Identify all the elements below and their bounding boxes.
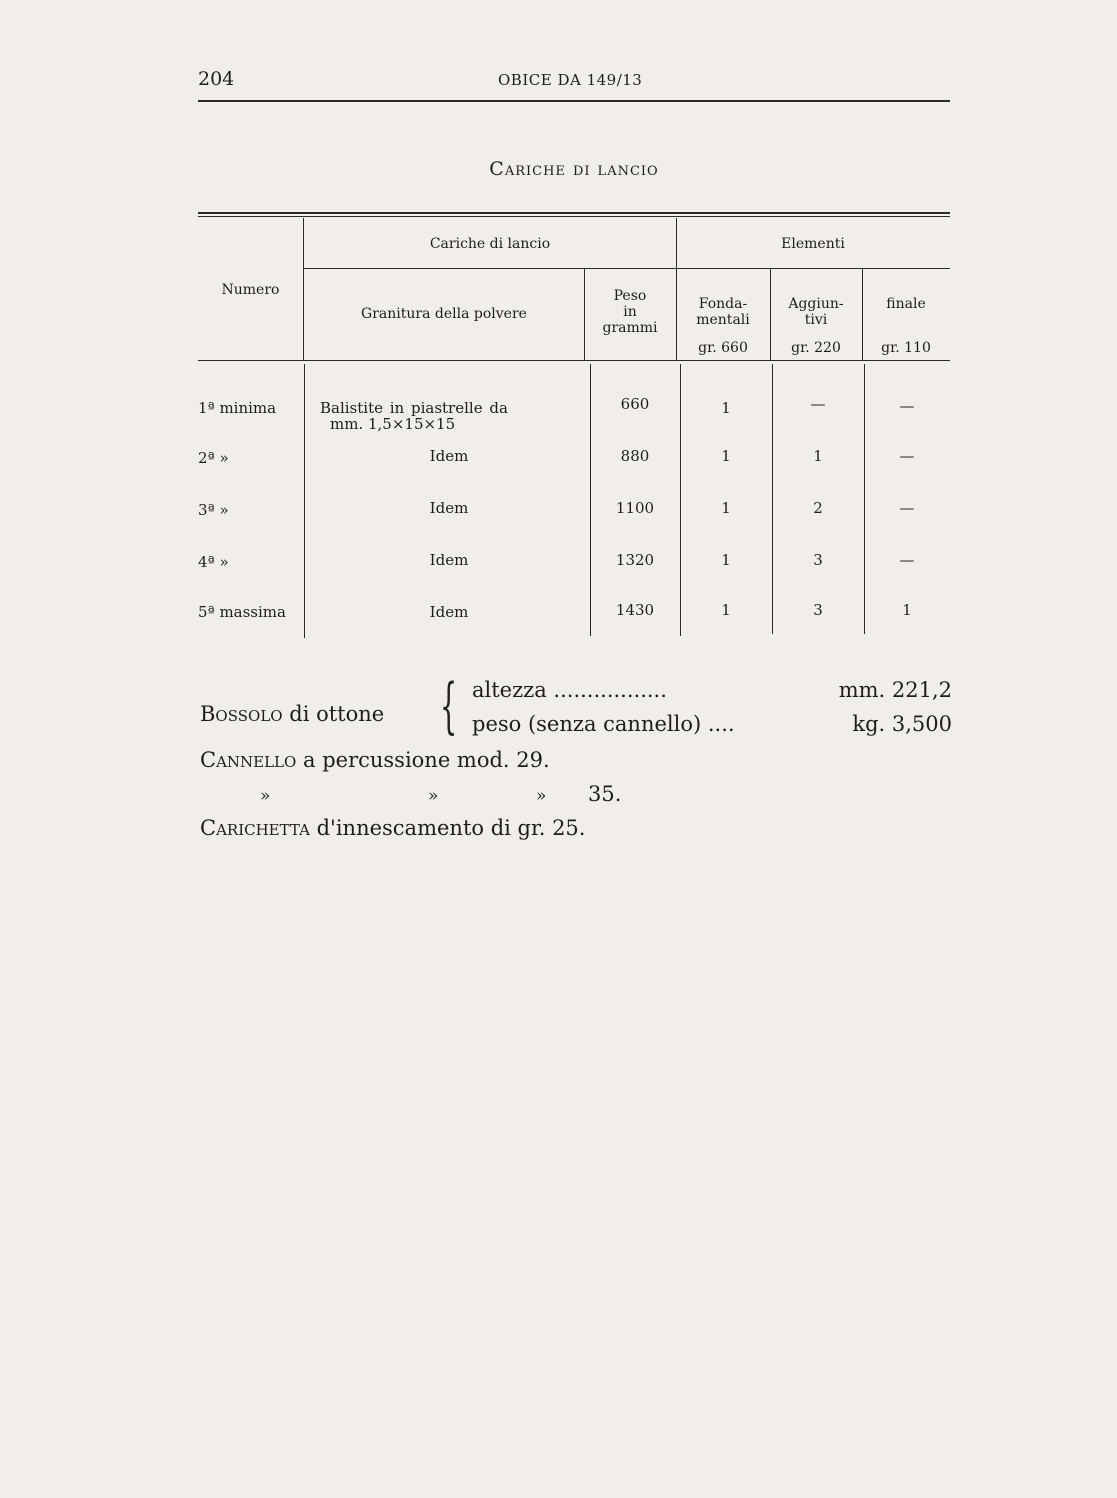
peso-val: kg. 3,500 — [852, 712, 952, 736]
header-finale-weight: gr. 110 — [881, 340, 931, 356]
header-bottom-rule — [198, 360, 950, 361]
row-1-finale: — — [899, 397, 915, 415]
row-2-numero: 2ª » — [198, 449, 229, 467]
ditto-mark-3: » — [536, 786, 547, 806]
row-2-aggiuntivi: 1 — [813, 447, 823, 465]
altezza-val: mm. 221,2 — [838, 678, 952, 702]
row-1-aggiuntivi: — — [810, 395, 826, 413]
row-5-numero: 5ª massima — [198, 603, 286, 621]
header-numero: Numero — [221, 282, 280, 298]
header-peso-line-3: grammi — [602, 320, 658, 336]
header-cariche-di-lancio: Cariche di lancio — [429, 236, 551, 252]
row-5-aggiuntivi: 3 — [813, 601, 823, 619]
carichetta-line — [200, 816, 585, 840]
row-1-numero: 1ª minima — [198, 399, 277, 417]
header-aggiuntivi-line-1: Aggiun- — [788, 296, 844, 312]
row-2-peso: 880 — [620, 447, 650, 465]
header-rule — [198, 100, 950, 102]
row-3-numero: 3ª » — [198, 501, 229, 519]
row-3-aggiuntivi: 2 — [813, 499, 823, 517]
header-fondamentali-weight: gr. 660 — [698, 340, 748, 356]
header-aggiuntivi — [770, 296, 862, 328]
bossolo-label-caps: Bossolo — [200, 702, 283, 726]
row-2-finale: — — [899, 447, 915, 465]
brace-icon: { — [440, 671, 458, 741]
row-4-fondamentali: 1 — [721, 551, 731, 569]
header-elementi: Elementi — [781, 236, 845, 252]
header-peso-line-1: Peso — [613, 288, 647, 304]
header-fondamentali — [676, 296, 770, 328]
altezza-key: altezza ................. — [472, 678, 667, 702]
row-4-finale: — — [899, 551, 915, 569]
row-3-granitura: Idem — [429, 499, 469, 517]
row-3-fondamentali: 1 — [721, 499, 731, 517]
charges-table — [198, 212, 950, 638]
row-5-granitura: Idem — [429, 603, 469, 621]
header-aggiuntivi-line-2: tivi — [804, 312, 828, 328]
row-1-granitura-line-2: mm. 1,5×15×15 — [330, 415, 456, 433]
row-1-peso: 660 — [620, 395, 650, 413]
header-fondamentali-line-1: Fonda- — [698, 296, 748, 312]
header-peso-line-2: in — [623, 304, 637, 320]
header-finale: finale — [886, 296, 926, 312]
table-title: Cariche di lancio — [489, 158, 659, 180]
ditto-line — [200, 782, 660, 810]
cannello-rest: a percussione mod. 29. — [296, 748, 550, 772]
peso-key: peso (senza cannello) .... — [472, 712, 735, 736]
ditto-mark-2: » — [428, 786, 439, 806]
row-1-fondamentali: 1 — [721, 399, 731, 417]
bossolo-label-rest: di ottone — [282, 702, 385, 726]
row-5-finale: 1 — [902, 601, 912, 619]
header-aggiuntivi-weight: gr. 220 — [791, 340, 841, 356]
ditto-mark-1: » — [260, 786, 271, 806]
row-3-peso: 1100 — [615, 499, 655, 517]
ditto-value: 35. — [588, 782, 622, 806]
header-peso — [584, 288, 676, 336]
row-3-finale: — — [899, 499, 915, 517]
table-top-rule-2 — [198, 216, 950, 217]
carichetta-label: Carichetta — [200, 816, 310, 840]
header-fondamentali-line-2: mentali — [696, 312, 750, 328]
row-4-numero: 4ª » — [198, 553, 229, 571]
running-title: OBICE DA 149/13 — [498, 71, 643, 89]
carichetta-rest: d'innescamento di gr. 25. — [309, 816, 586, 840]
header-sub-rule — [304, 268, 950, 269]
table-top-rule — [198, 212, 950, 214]
row-5-fondamentali: 1 — [721, 601, 731, 619]
row-4-granitura: Idem — [429, 551, 469, 569]
bossolo-label — [200, 702, 384, 726]
row-2-granitura: Idem — [429, 447, 469, 465]
cannello-label: Cannello — [200, 748, 297, 772]
header-granitura: Granitura della polvere — [361, 306, 527, 322]
bossolo-spec — [200, 671, 960, 748]
row-1-granitura: Balistite in piastrelle da — [320, 399, 508, 417]
row-4-peso: 1320 — [615, 551, 655, 569]
row-2-fondamentali: 1 — [721, 447, 731, 465]
row-4-aggiuntivi: 3 — [813, 551, 823, 569]
row-5-peso: 1430 — [615, 601, 655, 619]
page-number: 204 — [198, 68, 235, 90]
cannello-line — [200, 748, 550, 772]
